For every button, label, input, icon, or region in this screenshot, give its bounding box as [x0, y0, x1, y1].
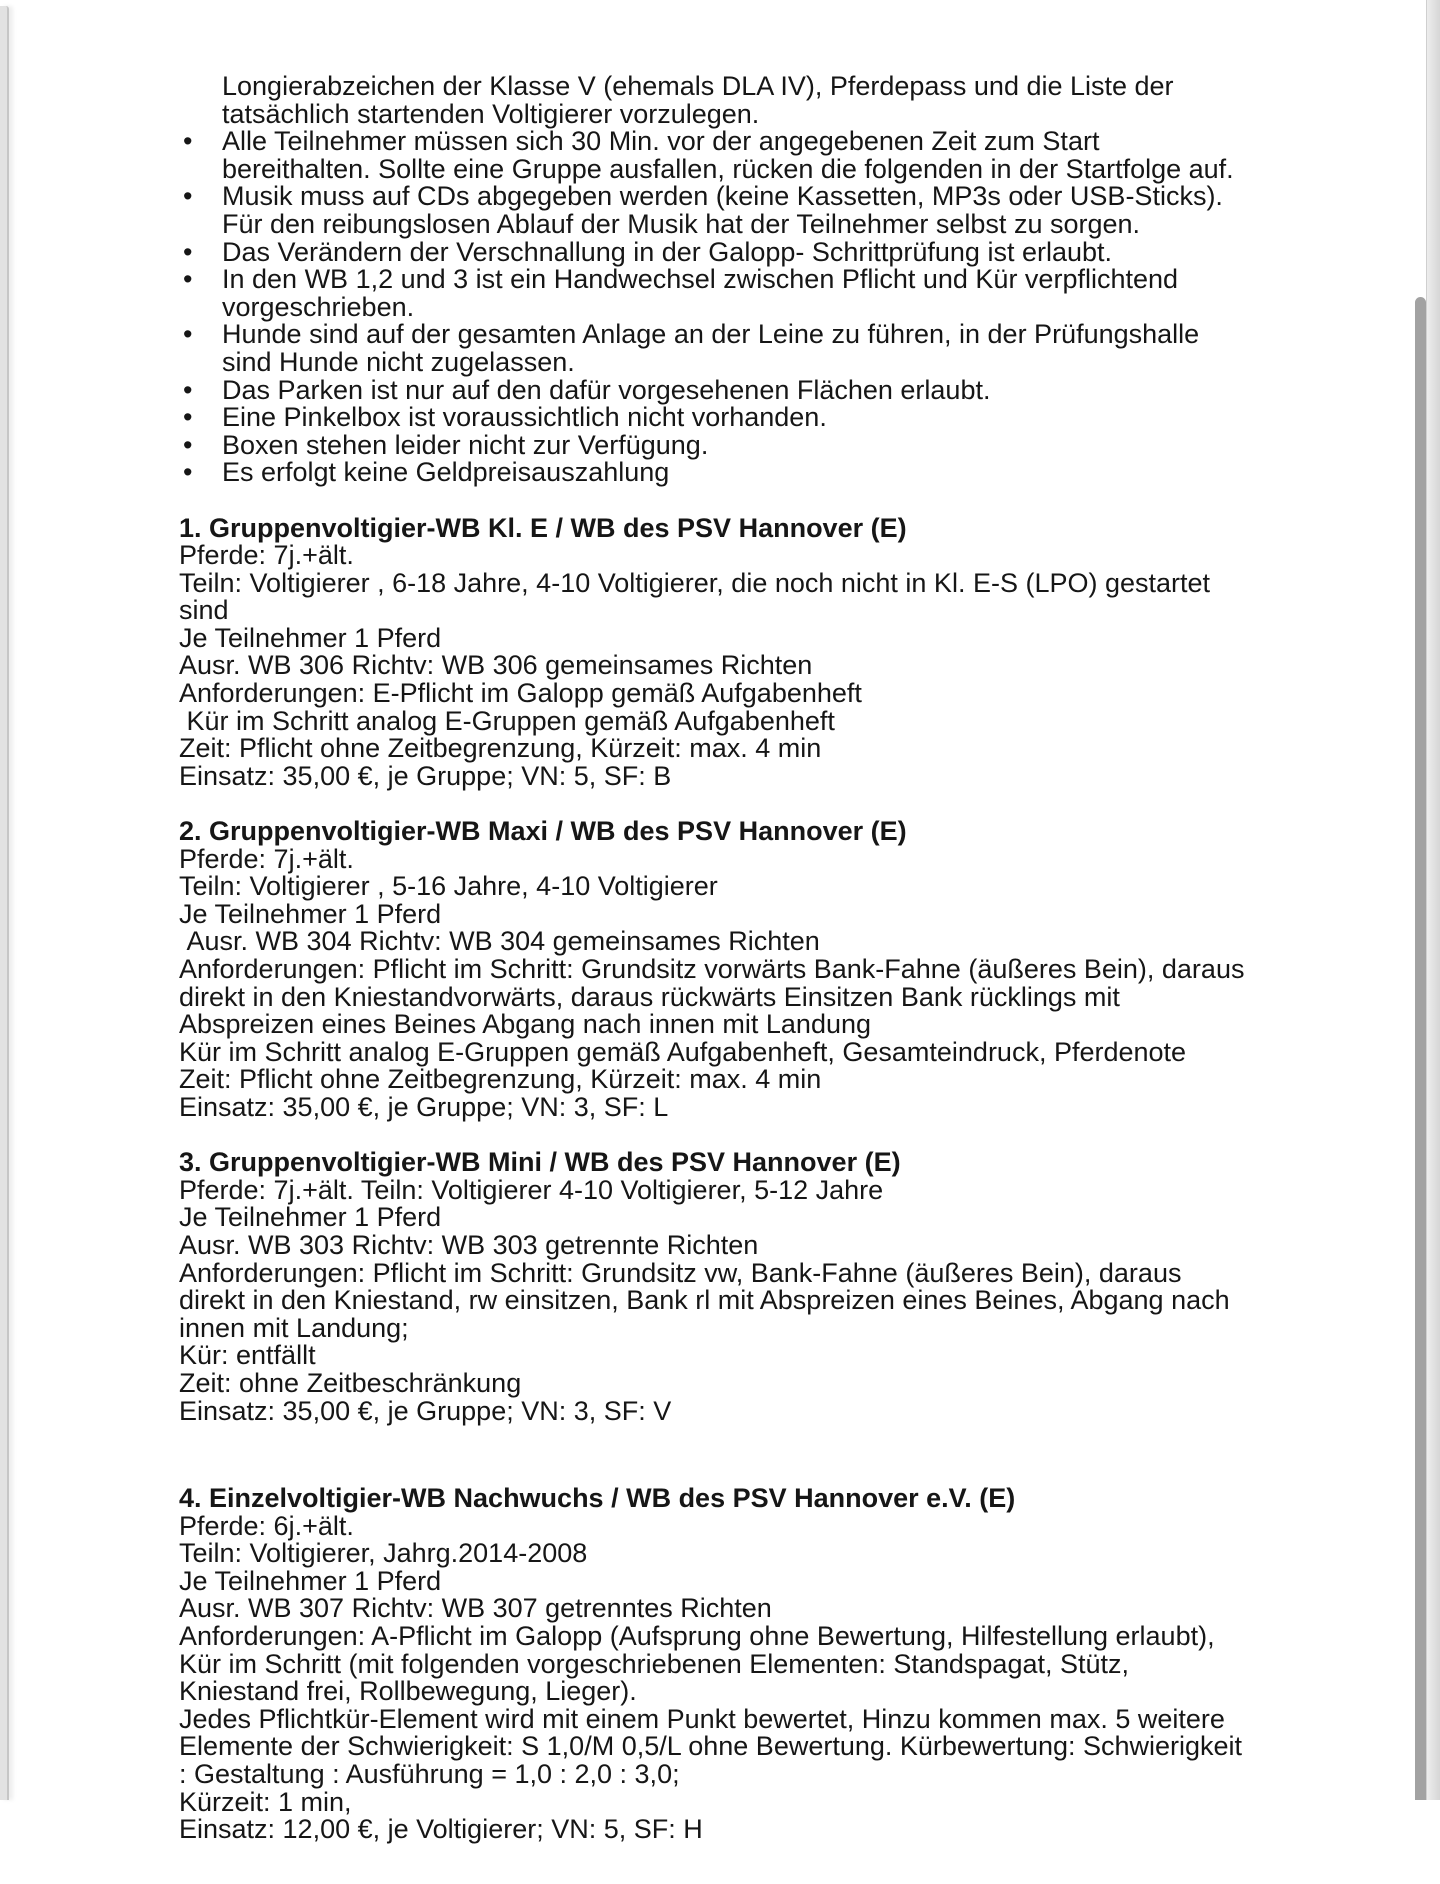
- list-item: [179, 429, 1250, 460]
- section-line: Teiln: Voltigierer , 6-18 Jahre, 4-10 Voltigierer, die noch nicht in Kl. E-S (LPO) gestartet sind: [179, 567, 1218, 626]
- list-item: [179, 459, 1250, 487]
- bullet-icon: •: [183, 126, 193, 157]
- bullet-text: Hunde sind auf der gesamten Anlage an der Leine zu führen, in der Prüfungshalle sind Hunde nicht zugelassen.: [222, 319, 1207, 377]
- section-line: Je Teilnehmer 1 Pferd: [179, 1202, 442, 1233]
- section-line: Einsatz: 35,00 €, je Gruppe; VN: 3, SF: V: [179, 1395, 672, 1426]
- section-line: Je Teilnehmer 1 Pferd: [179, 1565, 442, 1596]
- bullet-list: [179, 128, 1250, 487]
- intro-paragraph: Longierabzeichen der Klasse V (ehemals DLA IV), Pferdepass und die Liste der tatsächlich startenden Voltigierer vorzulegen.: [222, 71, 1182, 129]
- section-heading: 1. Gruppenvoltigier-WB Kl. E / WB des PSV Hannover (E): [179, 512, 907, 543]
- section-line: Einsatz: 12,00 €, je Voltigierer; VN: 5, SF: H: [179, 1814, 703, 1845]
- competition-section: [179, 512, 1250, 791]
- section-line: Je Teilnehmer 1 Pferd: [179, 898, 442, 929]
- list-item: [179, 374, 1250, 405]
- competition-section: [179, 1485, 1250, 1844]
- section-line: Einsatz: 35,00 €, je Gruppe; VN: 5, SF: B: [179, 760, 672, 791]
- bullet-text: Eine Pinkelbox ist voraussichtlich nicht vorhanden.: [222, 402, 827, 433]
- section-line: Ausr. WB 303 Richtv: WB 303 getrennte Richten: [179, 1229, 759, 1260]
- bullet-text: Boxen stehen leider nicht zur Verfügung.: [222, 429, 709, 460]
- list-item: [179, 128, 1250, 183]
- section-line: Anforderungen: Pflicht im Schritt: Grundsitz vorwärts Bank-Fahne (äußeres Bein), daraus direkt in den Kniestandvorwärts, daraus rückwärts Einsitzen Bank rücklings mit Abspreizen eines Beines Abgang nach innen mit Landung: [179, 954, 1252, 1040]
- page-left-edge: [0, 6, 9, 1800]
- list-item: [179, 321, 1250, 376]
- section-line: Kür im Schritt analog E-Gruppen gemäß Aufgabenheft: [179, 705, 835, 736]
- bullet-icon: •: [183, 181, 193, 212]
- section-heading: 2. Gruppenvoltigier-WB Maxi / WB des PSV Hannover (E): [179, 816, 907, 847]
- section-line: Ausr. WB 306 Richtv: WB 306 gemeinsames Richten: [179, 650, 813, 681]
- bullet-icon: •: [183, 264, 193, 295]
- section-line: Kürzeit: 1 min,: [179, 1786, 352, 1817]
- bullet-text: Das Parken ist nur auf den dafür vorgesehenen Flächen erlaubt.: [222, 374, 991, 405]
- scrollbar-track[interactable]: [1426, 0, 1440, 1800]
- sections-container: [179, 512, 1252, 1845]
- section-line: Kür im Schritt analog E-Gruppen gemäß Aufgabenheft, Gesamteindruck, Pferdenote: [179, 1036, 1187, 1067]
- section-line: Pferde: 7j.+ält.: [179, 843, 354, 874]
- list-item: [179, 404, 1250, 432]
- bullet-text: Es erfolgt keine Geldpreisauszahlung: [222, 457, 670, 488]
- bullet-icon: •: [183, 374, 193, 405]
- section-line: Je Teilnehmer 1 Pferd: [179, 622, 442, 653]
- section-heading: 4. Einzelvoltigier-WB Nachwuchs / WB des PSV Hannover e.V. (E): [179, 1483, 1016, 1514]
- list-item: [179, 236, 1250, 267]
- section-line: Anforderungen: A-Pflicht im Galopp (Aufsprung ohne Bewertung, Hilfestellung erlaubt), Kür im Schritt (mit folgenden vorgeschriebenen Elementen: Standspagat, Stütz, Kniestand frei, Rollbewegung, Lieger).: [179, 1621, 1223, 1707]
- section-line: Pferde: 7j.+ält.: [179, 540, 354, 571]
- section-line: Zeit: ohne Zeitbeschränkung: [179, 1367, 522, 1398]
- section-line: Pferde: 6j.+ält.: [179, 1510, 354, 1541]
- bullet-text: In den WB 1,2 und 3 ist ein Handwechsel zwischen Pflicht und Kür verpflichtend vorgeschrieben.: [222, 264, 1186, 322]
- list-item: [179, 183, 1250, 238]
- competition-section: [179, 1149, 1250, 1425]
- bullet-icon: •: [183, 402, 193, 433]
- section-line: Teiln: Voltigierer , 5-16 Jahre, 4-10 Voltigierer: [179, 871, 718, 902]
- list-item: [179, 266, 1250, 321]
- section-line: Jedes Pflichtkür-Element wird mit einem Punkt bewertet, Hinzu kommen max. 5 weitere Elemente der Schwierigkeit: S 1,0/M 0,5/L ohne Bewertung. Kürbewertung: Schwierigkeit : Gestaltung : Ausführung = 1,0 : 2,0 : 3,0;: [179, 1703, 1250, 1790]
- section-line: Ausr. WB 304 Richtv: WB 304 gemeinsames Richten: [179, 926, 820, 957]
- section-line: Zeit: Pflicht ohne Zeitbegrenzung, Kürzeit: max. 4 min: [179, 1064, 822, 1095]
- scrollbar-thumb[interactable]: [1415, 297, 1426, 1800]
- section-line: Einsatz: 35,00 €, je Gruppe; VN: 3, SF: L: [179, 1091, 669, 1122]
- section-line: Zeit: Pflicht ohne Zeitbegrenzung, Kürzeit: max. 4 min: [179, 733, 822, 764]
- bullet-icon: •: [183, 319, 193, 350]
- section-line: Anforderungen: E-Pflicht im Galopp gemäß Aufgabenheft: [179, 678, 862, 709]
- section-line: Teiln: Voltigierer, Jahrg.2014-2008: [179, 1538, 588, 1569]
- bullet-icon: •: [183, 457, 193, 488]
- section-line: Kür: entfällt: [179, 1340, 316, 1371]
- bullet-text: Das Verändern der Verschnallung in der Galopp- Schrittprüfung ist erlaubt.: [222, 236, 1113, 267]
- bullet-icon: •: [183, 429, 193, 460]
- section-line: Anforderungen: Pflicht im Schritt: Grundsitz vw, Bank-Fahne (äußeres Bein), daraus direkt in den Kniestand, rw einsitzen, Bank rl mit Abspreizen eines Beines, Abgang nach innen mit Landung;: [179, 1257, 1238, 1343]
- section-heading: 3. Gruppenvoltigier-WB Mini / WB des PSV Hannover (E): [179, 1147, 901, 1178]
- bullet-text: Alle Teilnehmer müssen sich 30 Min. vor der angegebenen Zeit zum Start bereithalten. Sollte eine Gruppe ausfallen, rücken die folgenden in der Startfolge auf.: [222, 126, 1234, 184]
- section-line: Ausr. WB 307 Richtv: WB 307 getrenntes Richten: [179, 1593, 772, 1624]
- competition-section: [179, 818, 1250, 1122]
- section-line: Pferde: 7j.+ält. Teiln: Voltigierer 4-10 Voltigierer, 5-12 Jahre: [179, 1174, 884, 1205]
- bullet-icon: •: [183, 236, 193, 267]
- bullet-text: Musik muss auf CDs abgegeben werden (keine Kassetten, MP3s oder USB-Sticks). Für den reibungslosen Ablauf der Musik hat der Teilnehmer selbst zu sorgen.: [222, 181, 1231, 239]
